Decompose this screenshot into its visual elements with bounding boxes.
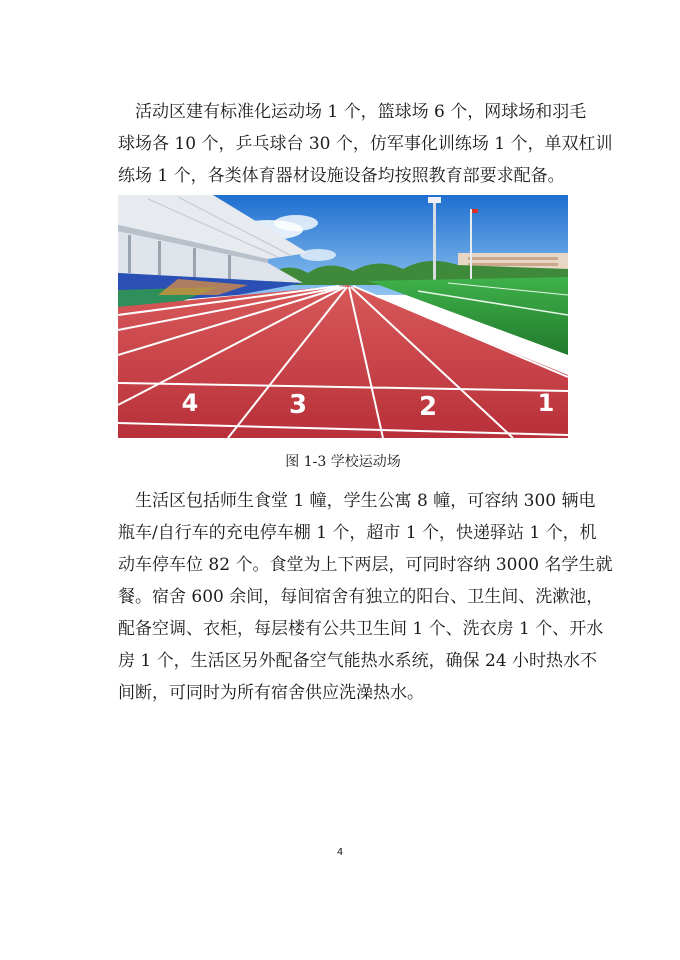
flag-pole bbox=[470, 209, 472, 285]
paragraph-line: 生活区包括师生食堂 1 幢，学生公寓 8 幢，可容纳 300 辆电 bbox=[135, 491, 596, 511]
figure-caption: 图 1-3 学校运动场 bbox=[285, 454, 401, 470]
light-pole bbox=[433, 199, 436, 285]
paragraph-line: 动车停车位 82 个。食堂为上下两层，可同时容纳 3000 名学生就 bbox=[118, 555, 613, 575]
paragraph-line: 瓶车/自行车的充电停车棚 1 个，超市 1 个，快递驿站 1 个，机 bbox=[118, 523, 597, 543]
paragraph-line: 房 1 个，生活区另外配备空气能热水系统，确保 24 小时热水不 bbox=[118, 651, 598, 671]
paragraph-line: 间断，可同时为所有宿舍供应洗澡热水。 bbox=[118, 683, 424, 703]
paragraph-line: 活动区建有标准化运动场 1 个，篮球场 6 个，网球场和羽毛 bbox=[135, 102, 587, 122]
sports-field-photo bbox=[118, 195, 568, 438]
lane-number: 1 bbox=[537, 389, 555, 417]
paragraph-line: 练场 1 个，各类体育器材设施设备均按照教育部要求配备。 bbox=[118, 166, 565, 186]
paragraph-line: 配备空调、衣柜，每层楼有公共卫生间 1 个、洗衣房 1 个、开水 bbox=[118, 619, 604, 639]
cloud bbox=[300, 249, 336, 261]
paragraph-living-area bbox=[118, 485, 613, 709]
page-number: 4 bbox=[336, 847, 344, 858]
lane-number: 3 bbox=[288, 390, 308, 420]
paragraph-line: 餐。宿舍 600 余间，每间宿舍有独立的阳台、卫生间、洗漱池， bbox=[118, 587, 604, 607]
paragraph-sports-area bbox=[118, 96, 613, 192]
paragraph-line: 球场各 10 个，乒乓球台 30 个，仿军事化训练场 1 个，单双杠训 bbox=[118, 134, 613, 154]
flag bbox=[472, 209, 478, 213]
cloud bbox=[274, 215, 318, 231]
lane-number: 4 bbox=[181, 389, 199, 417]
lane-number: 2 bbox=[418, 392, 438, 422]
